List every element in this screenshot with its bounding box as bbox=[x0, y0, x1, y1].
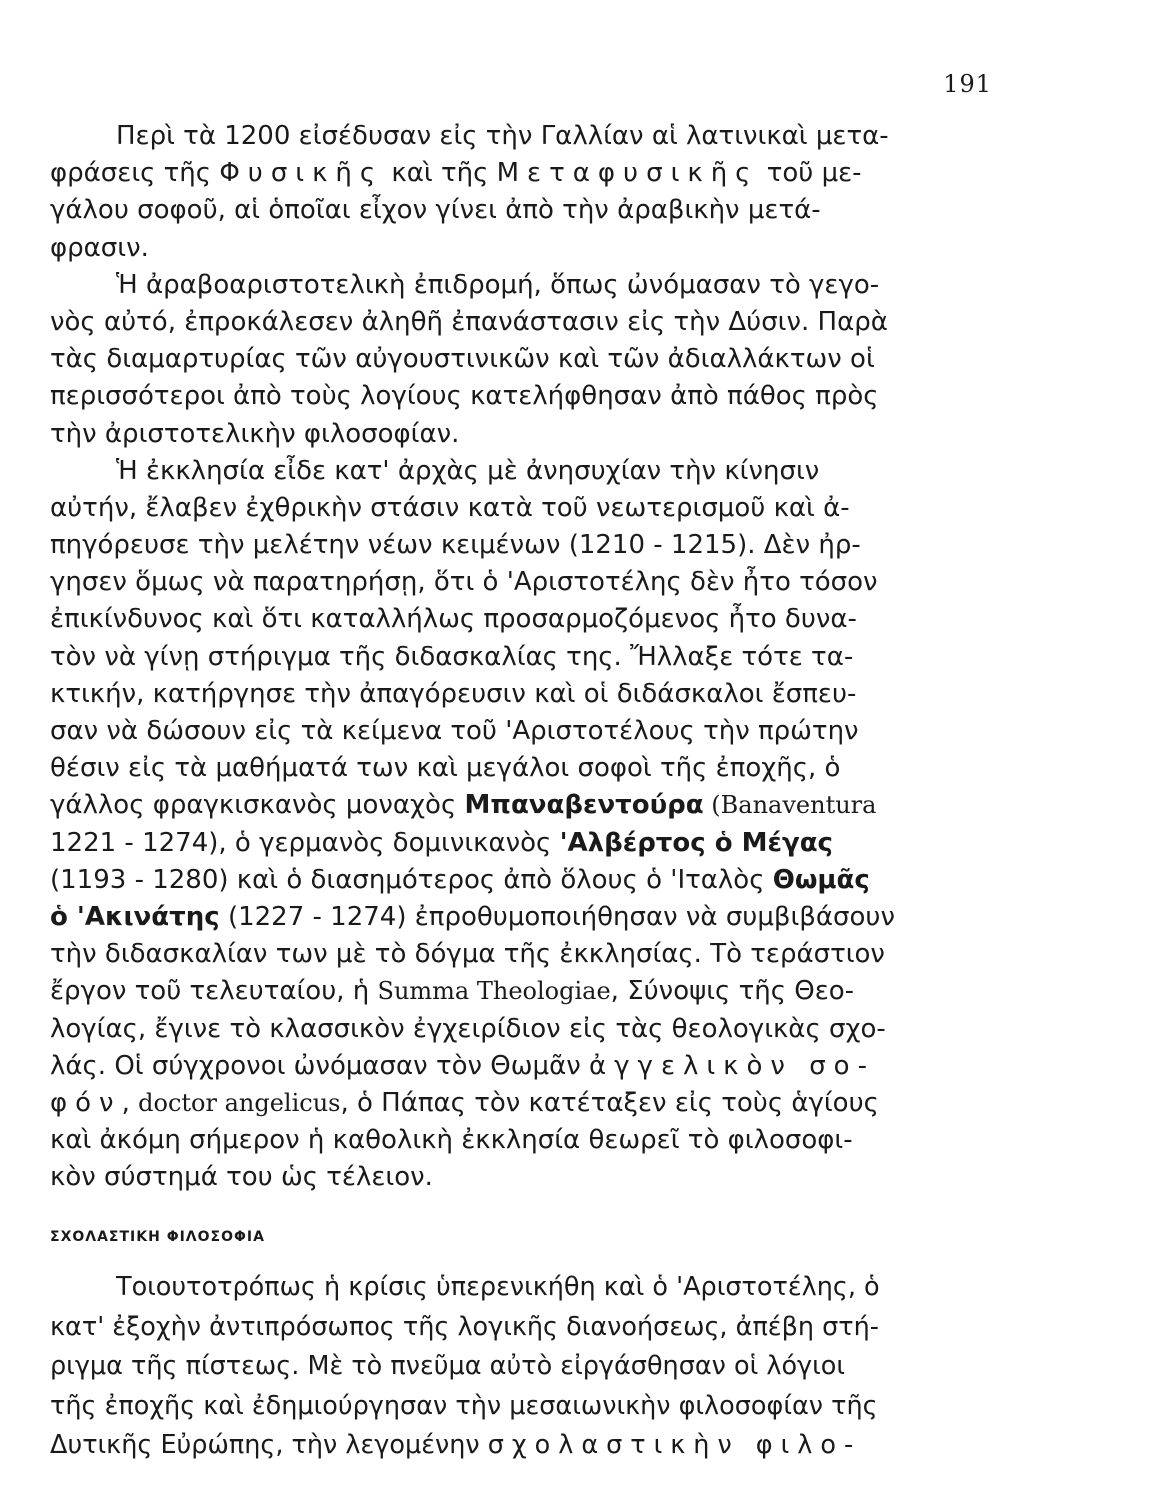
page-number: 191 bbox=[943, 70, 992, 98]
emphasis-scholastic: σχολαστικὴν φιλο- bbox=[487, 1430, 862, 1461]
text-line: Τοιουτοτρόπως ἡ κρίσις ὑπερενικήθη καὶ ὁ 'Αριστοτέλης, ὁ bbox=[116, 1272, 880, 1303]
text-line: νὸς αὐτό, ἐπροκάλεσεν ἀληθῆ ἐπανάστασιν εἰς τὴν Δύσιν. Παρὰ bbox=[50, 306, 888, 337]
text-line: Ἡ ἀραβοαριστοτελικὴ ἐπιδρομή, ὅπως ὠνόμασαν τὸ γεγο- bbox=[116, 269, 880, 300]
text-line: (1193 - 1280) καὶ ὁ διασημότερος ἀπὸ ὅλους ὁ 'Ιταλὸς Θωμᾶς bbox=[50, 864, 870, 895]
text-line: τὴν ἀριστοτελικὴν φιλοσοφίαν. bbox=[50, 418, 460, 449]
emphasis-metaphysics: Μεταφυσικῆς bbox=[496, 158, 759, 189]
text-line: γάλλος φραγκισκανὸς μοναχὸς Μπαναβεντούρα (Banaventura bbox=[50, 790, 877, 821]
emphasis-angelic: ἀγγελικὸν σο- bbox=[589, 1050, 875, 1081]
text-line: τῆς ἐποχῆς καὶ ἐδημιούργησαν τὴν μεσαιωνικὴν φιλοσοφίαν τῆς bbox=[50, 1390, 878, 1421]
name-thomas: Θωμᾶς bbox=[772, 864, 870, 895]
text-line: καὶ ἀκόμη σήμερον ἡ καθολικὴ ἐκκλησία θεωρεῖ τὸ φιλοσοφι- bbox=[50, 1125, 853, 1156]
emphasis-physics: Φυσικῆς bbox=[219, 158, 384, 189]
text-line: Περὶ τὰ 1200 εἰσέδυσαν εἰς τὴν Γαλλίαν αἱ λατινικαὶ μετα- bbox=[116, 121, 889, 151]
text-line: Δυτικῆς Εὐρώπης, τὴν λεγομένην σχολαστικὴν φιλο- bbox=[50, 1430, 862, 1461]
text-line: φράσεις τῆς Φυσικῆς καὶ τῆς Μεταφυσικῆς τοῦ με- bbox=[50, 158, 862, 189]
text-line: τὸν νὰ γίνῃ στήριγμα τῆς διδασκαλίας της. Ἤλλαξε τότε τα- bbox=[50, 641, 854, 672]
name-bonaventura: Μπαναβεντούρα bbox=[464, 790, 704, 821]
text-line: λογίας, ἔγινε τὸ κλασσικὸν ἐγχειρίδιον εἰς τὰς θεολογικὰς σχο- bbox=[50, 1013, 886, 1044]
text-line: ριγμα τῆς πίστεως. Μὲ τὸ πνεῦμα αὐτὸ εἰργάσθησαν οἱ λόγιοι bbox=[50, 1351, 846, 1382]
text-line: λάς. Οἱ σύγχρονοι ὠνόμασαν τὸν Θωμᾶν ἀγγελικὸν σο- bbox=[50, 1050, 875, 1081]
text-line: ὁ 'Ακινάτης (1227 - 1274) ἐπροθυμοποιήθησαν νὰ συμβιβάσουν bbox=[50, 901, 895, 932]
paragraph-3 bbox=[50, 453, 1000, 1197]
text-line: φόν, doctor angelicus, ὁ Πάπας τὸν κατέταξεν εἰς τοὺς ἁγίους bbox=[50, 1087, 879, 1118]
section-title: ΣΧΟΛΑΣΤΙΚΗ ΦΙΛΟΣΟΦΙΑ bbox=[50, 1229, 265, 1246]
name-aquinas: ὁ 'Ακινάτης bbox=[50, 901, 220, 932]
text-line: περισσότεροι ἀπὸ τοὺς λογίους κατελήφθησαν ἀπὸ πάθος πρὸς bbox=[50, 381, 879, 412]
text-line: αὐτήν, ἔλαβεν ἐχθρικὴν στάσιν κατὰ τοῦ νεωτερισμοῦ καὶ ἀ- bbox=[50, 492, 850, 523]
latin-summa-theologiae: Summa Theologiae bbox=[377, 977, 611, 1006]
text-line: πηγόρευσε τὴν μελέτην νέων κειμένων (1210 - 1215). Δὲν ἠρ- bbox=[50, 530, 861, 561]
latin-doctor-angelicus: doctor angelicus bbox=[138, 1088, 341, 1117]
emphasis-sage: φόν bbox=[50, 1087, 122, 1118]
name-albertus-magnus: 'Αλβέρτος ὁ Μέγας bbox=[559, 827, 833, 858]
text-line: τὴν διδασκαλίαν των μὲ τὸ δόγμα τῆς ἐκκλησίας. Τὸ τεράστιον bbox=[50, 939, 885, 970]
text-line: ἔργον τοῦ τελευταίου, ἡ Summa Theologiae, Σύνοψις τῆς Θεο- bbox=[50, 976, 855, 1007]
body-text bbox=[50, 118, 1000, 1466]
text-line: 1221 - 1274), ὁ γερμανὸς δομινικανὸς 'Αλβέρτος ὁ Μέγας bbox=[50, 827, 833, 858]
text-line: κατ' ἐξοχὴν ἀντιπρόσωπος τῆς λογικῆς διανοήσεως, ἀπέβη στή- bbox=[50, 1311, 880, 1342]
text-line: γάλου σοφοῦ, αἱ ὁποῖαι εἶχον γίνει ἀπὸ τὴν ἀραβικὴν μετά- bbox=[50, 195, 821, 226]
text-line: κὸν σύστημά του ὡς τέλειον. bbox=[50, 1162, 433, 1193]
text-line: φρασιν. bbox=[50, 232, 149, 263]
text-line: σαν νὰ δώσουν εἰς τὰ κείμενα τοῦ 'Αριστοτέλους τὴν πρώτην bbox=[50, 716, 859, 746]
text-line: γησεν ὅμως νὰ παρατηρήσῃ, ὅτι ὁ 'Αριστοτέλης δὲν ἦτο τόσον bbox=[50, 567, 878, 598]
paragraph-2 bbox=[50, 267, 1000, 453]
text-line: Ἡ ἐκκλησία εἶδε κατ' ἀρχὰς μὲ ἀνησυχίαν τὴν κίνησιν bbox=[116, 455, 820, 486]
text-line: κτικήν, κατήργησε τὴν ἀπαγόρευσιν καὶ οἱ διδάσκαλοι ἔσπευ- bbox=[50, 678, 857, 709]
text-line: θέσιν εἰς τὰ μαθήματά των καὶ μεγάλοι σοφοὶ τῆς ἐποχῆς, ὁ bbox=[50, 753, 841, 784]
text-line: τὰς διαμαρτυρίας τῶν αὐγουστινικῶν καὶ τῶν ἀδιαλλάκτων οἱ bbox=[50, 344, 875, 375]
paragraph-4 bbox=[50, 1268, 1000, 1466]
paragraph-1 bbox=[50, 118, 1000, 267]
text-line: ἐπικίνδυνος καὶ ὅτι καταλλήλως προσαρμοζόμενος ἦτο δυνα- bbox=[50, 604, 857, 635]
